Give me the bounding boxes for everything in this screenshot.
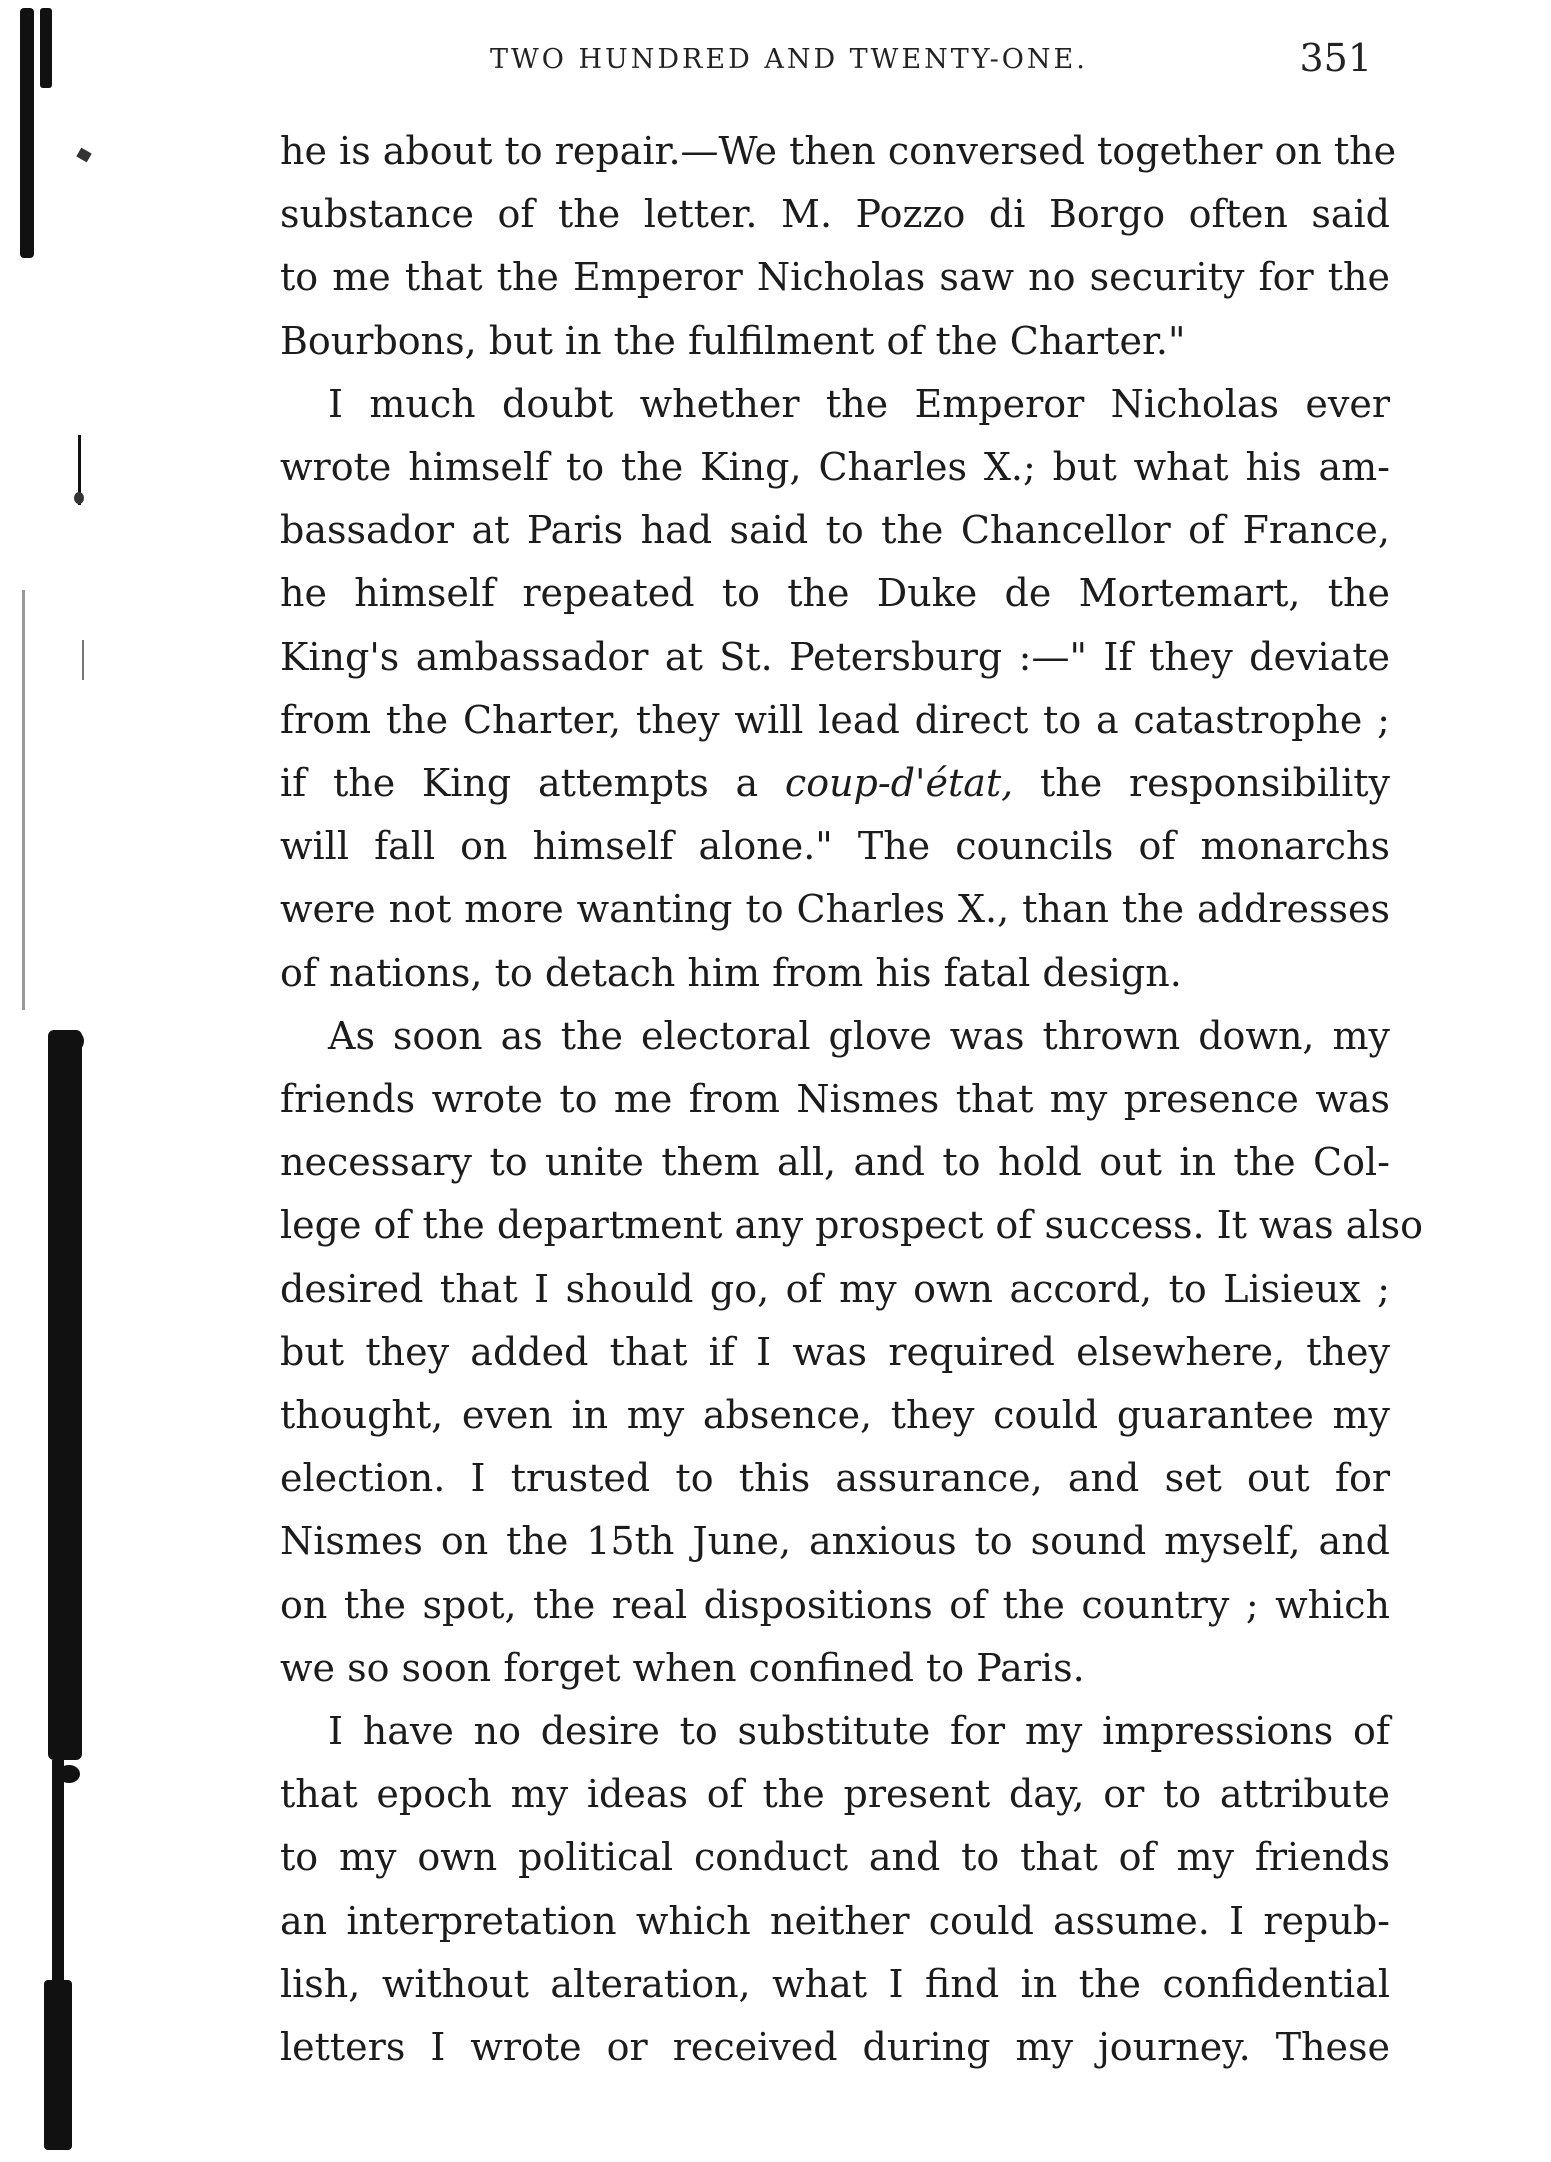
text-line: but they added that if I was required elsewhere, they [280, 1329, 1390, 1374]
binding-shadow [58, 1765, 80, 1783]
binding-shadow [44, 1980, 72, 2150]
scan-speck [76, 148, 91, 163]
text-line: on the spot, the real dispositions of the country ; which [280, 1582, 1390, 1627]
paragraph [280, 373, 1390, 1005]
paragraph [280, 120, 1397, 373]
running-head: TWO HUNDRED AND TWENTY-ONE. [490, 44, 1088, 75]
text-line: of nations, to detach him from his fatal design. [280, 950, 1182, 995]
text-line: election. I trusted to this assurance, and set out for [280, 1456, 1390, 1501]
body-text [280, 120, 1423, 2079]
text-line: will fall on himself alone." The councils of monarchs [280, 824, 1390, 869]
text-line: an interpretation which neither could assume. I repub- [280, 1898, 1390, 1943]
paragraph [280, 1700, 1390, 2079]
binding-shadow [20, 8, 34, 258]
text-line: to me that the Emperor Nicholas saw no security for the [280, 255, 1390, 300]
text-line: letters I wrote or received during my journey. These [280, 2025, 1390, 2070]
page-number: 351 [1299, 36, 1372, 80]
italic-phrase: coup-d'état, [784, 761, 1014, 806]
paragraph [280, 1005, 1423, 1700]
text-line-with-italic [280, 752, 1390, 815]
binding-shadow [48, 1030, 82, 1760]
text-line: bassador at Paris had said to the Chancellor of France, [280, 508, 1390, 553]
binding-shadow [40, 8, 52, 88]
text-segment: the responsibility [1040, 761, 1390, 806]
text-line: desired that I should go, of my own accord, to Lisieux ; [280, 1266, 1390, 1311]
text-line: King's ambassador at St. Petersburg :—" If they deviate [280, 634, 1390, 679]
text-line: I much doubt whether the Emperor Nicholas ever [328, 381, 1390, 426]
text-line: wrote himself to the King, Charles X.; but what his am- [280, 445, 1390, 490]
text-line: necessary to unite them all, and to hold out in the Col- [280, 1140, 1390, 1185]
binding-shadow [62, 1030, 84, 1052]
scan-speck [74, 492, 84, 504]
text-line: we so soon forget when confined to Paris. [280, 1645, 1085, 1690]
text-line: to my own political conduct and to that of my friends [280, 1835, 1390, 1880]
binding-shadow [52, 1760, 64, 1980]
text-line: lege of the department any prospect of success. It was also [280, 1203, 1423, 1248]
text-line: Bourbons, but in the fulfilment of the Charter." [280, 318, 1186, 363]
text-line: he himself repeated to the Duke de Mortemart, the [280, 571, 1390, 616]
text-line: he is about to repair.—We then conversed together on the [280, 129, 1397, 173]
text-line: were not more wanting to Charles X., than the addresses [280, 887, 1390, 932]
text-segment: if the King attempts a [280, 761, 759, 806]
text-line: I have no desire to substitute for my impressions of [328, 1709, 1390, 1754]
text-line: from the Charter, they will lead direct to a catastrophe ; [280, 697, 1390, 742]
scan-speck [22, 590, 25, 1010]
text-line: thought, even in my absence, they could guarantee my [280, 1393, 1390, 1438]
scan-speck [82, 640, 84, 680]
text-line: As soon as the electoral glove was thrown down, my [328, 1013, 1390, 1058]
text-line: friends wrote to me from Nismes that my presence was [280, 1077, 1390, 1122]
text-line: that epoch my ideas of the present day, or to attribute [280, 1772, 1390, 1817]
text-line: Nismes on the 15th June, anxious to sound myself, and [280, 1519, 1390, 1564]
text-line: lish, without alteration, what I find in the confidential [280, 1961, 1390, 2006]
page-header [280, 36, 1390, 86]
text-line: substance of the letter. M. Pozzo di Borgo often said [280, 192, 1390, 237]
